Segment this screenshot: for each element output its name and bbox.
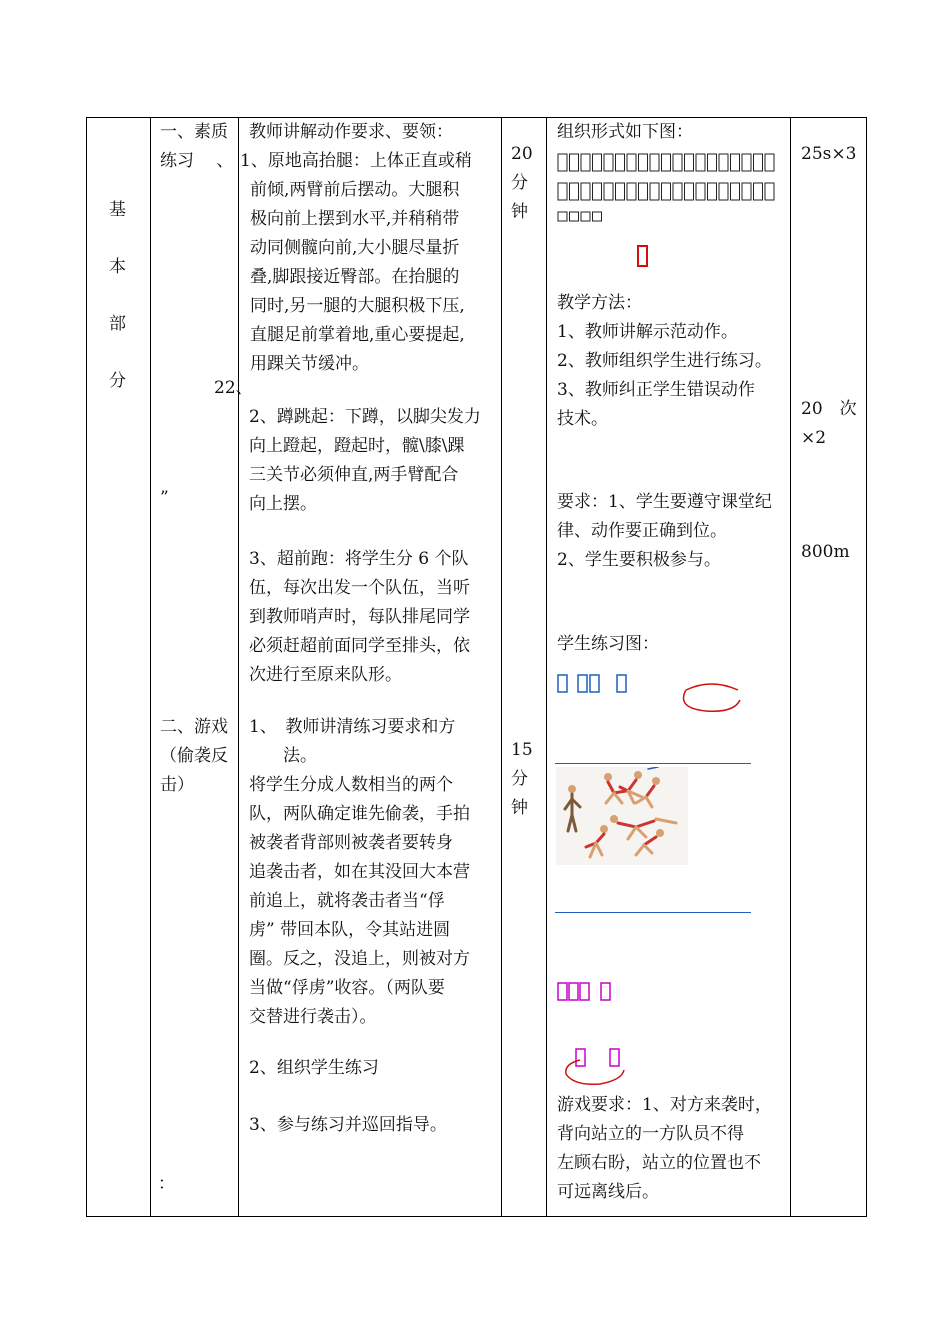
- placeholder-glyph: [558, 183, 567, 200]
- teaching-intro: 教师讲解动作要求、要领：: [249, 122, 453, 142]
- placeholder-glyph: [696, 183, 705, 200]
- game-requirements: [557, 1091, 789, 1207]
- org-placeholder-block: [557, 152, 777, 222]
- item1-title-line: 练习 、: [160, 151, 234, 171]
- teaching-line: 伍，每次出发一个队伍，当听: [249, 578, 470, 598]
- requirements: [557, 488, 789, 575]
- game-step-3: 3、参与练习并巡回指导。: [249, 1115, 447, 1135]
- placeholder-glyph: [650, 154, 659, 171]
- time-line: 钟: [511, 202, 528, 222]
- teaching-line: 向上摆。: [249, 494, 317, 514]
- magenta-marks-graphic: [557, 980, 617, 1004]
- practice-bottom-line: [555, 912, 751, 913]
- practice-top-line: [555, 763, 751, 764]
- time-line: 分: [511, 173, 528, 193]
- load-line: ×2: [801, 428, 827, 448]
- time-1: [511, 140, 545, 227]
- teaching-line: 前倾,两臂前后摆动。大腿积: [250, 180, 460, 200]
- time-line: 15: [511, 740, 533, 760]
- placeholder-glyph: [581, 183, 590, 200]
- teaching-line: 1、原地高抬腿：上体正直或稍: [240, 151, 472, 171]
- teaching-line: 三关节必须伸直,两手臂配合: [249, 465, 459, 485]
- time-line: 20: [511, 144, 533, 164]
- item1-title: [160, 118, 240, 176]
- placeholder-glyph: [616, 183, 625, 200]
- requirement-line: 2、学生要积极参与。: [557, 550, 721, 570]
- placeholder-glyph: [570, 154, 579, 171]
- load-line: 20 次: [801, 399, 857, 419]
- placeholder-glyph: [662, 183, 671, 200]
- placeholder-glyph: [685, 183, 694, 200]
- table-col-line-1: [86, 117, 87, 1217]
- teaching-line: 同时,另一腿的大腿积极下压,: [250, 296, 465, 316]
- placeholder-glyph: [558, 154, 567, 171]
- teaching-line: 用踝关节缓冲。: [250, 354, 369, 374]
- teaching-line: 2、蹲跳起：下蹲，以脚尖发力: [249, 407, 481, 427]
- teaching-line: 次进行至原来队形。: [249, 665, 402, 685]
- placeholder-glyph: [662, 154, 671, 171]
- placeholder-glyph: [765, 154, 774, 171]
- teaching-line: 3、超前跑：将学生分 6 个队: [249, 549, 469, 569]
- placeholder-glyph: [570, 183, 579, 200]
- red-circle-top: [676, 680, 748, 716]
- teaching-line: 虏” 带回本队，令其站进圆: [249, 920, 451, 940]
- placeholder-glyph: [708, 183, 717, 200]
- placeholder-glyph: [558, 212, 567, 221]
- placeholder-glyph: [593, 183, 602, 200]
- load-2: [801, 395, 865, 453]
- table-col-line-7: [866, 117, 867, 1217]
- game-step-2: 2、组织学生练习: [249, 1058, 379, 1078]
- placeholder-glyph: [593, 212, 602, 221]
- red-circle-bottom: [560, 1052, 632, 1088]
- game-req-line: 左顾右盼，站立的位置也不: [557, 1153, 761, 1173]
- teaching-line: 极向前上摆到水平,并稍稍带: [250, 209, 460, 229]
- method-list: [557, 318, 789, 434]
- placeholder-glyph: [742, 154, 751, 171]
- item2-title-line: （偷袭反: [160, 746, 228, 766]
- load-1: 25s×3: [801, 144, 857, 164]
- placeholder-glyph: [754, 183, 763, 200]
- teaching-line: 必须赶超前面同学至排头，依: [249, 636, 470, 656]
- placeholder-glyph: [696, 154, 705, 171]
- placeholder-glyph: [765, 183, 774, 200]
- requirement-line: 律、动作要正确到位。: [557, 521, 727, 541]
- teaching-line: 当做“俘虏”收容。（两队要: [249, 978, 445, 998]
- game-req-line: 游戏要求：1、对方来袭时，: [557, 1095, 772, 1115]
- teaching-line: 向上蹬起，蹬起时，髋\膝\踝: [249, 436, 465, 456]
- teaching-para-2: [249, 403, 501, 519]
- item1-title-line: 一、素质: [160, 122, 228, 142]
- table-col-line-2: [150, 117, 151, 1217]
- teaching-line: 叠,脚跟接近臀部。在抬腿的: [250, 267, 460, 287]
- placeholder-glyph: [673, 183, 682, 200]
- item2-title: [160, 713, 240, 800]
- placeholder-glyph: [719, 183, 728, 200]
- method-item: 1、教师讲解示范动作。: [557, 322, 738, 342]
- marker-22: 22、: [214, 378, 253, 398]
- time-line: 分: [511, 769, 528, 789]
- teaching-line: 法。: [249, 746, 317, 766]
- teaching-line: 前追上，就将袭击者当“俘: [249, 891, 445, 911]
- placeholder-glyph: [581, 154, 590, 171]
- placeholder-glyph: [604, 183, 613, 200]
- org-title: 组织形式如下图：: [557, 122, 693, 142]
- teaching-line: 交替进行袭击）。: [249, 1007, 377, 1027]
- placeholder-glyph: [754, 154, 763, 171]
- org-red-glyph: [637, 245, 648, 267]
- teaching-line: 队，两队确定谁先偷袭，手拍: [249, 804, 470, 824]
- section-char-2: 本: [109, 257, 126, 277]
- section-char-1: 基: [109, 200, 126, 220]
- placeholder-glyph: [708, 154, 717, 171]
- placeholder-glyph: [581, 212, 590, 221]
- table-col-line-5: [546, 117, 547, 1217]
- blue-marks-graphic: [557, 672, 637, 696]
- teaching-line: 被袭者背部则被袭者要转身: [249, 833, 453, 853]
- time-2: [511, 736, 545, 823]
- game-step-1: [249, 713, 501, 771]
- placeholder-glyph: [593, 154, 602, 171]
- blue-marks: [557, 672, 637, 696]
- table-bottom-border: [86, 1216, 867, 1217]
- method-item: 2、教师组织学生进行练习。: [557, 351, 772, 371]
- method-title: 教学方法：: [557, 293, 642, 313]
- teaching-para-3: [249, 545, 501, 690]
- placeholder-glyph: [742, 183, 751, 200]
- requirement-line: 要求：1、学生要遵守课堂纪: [557, 492, 772, 512]
- magenta-marks: [557, 980, 617, 1004]
- section-char-3: 部: [109, 314, 126, 334]
- game-description: [249, 771, 501, 1032]
- item2-title-line: 击）: [160, 775, 194, 795]
- placeholder-glyph: [627, 183, 636, 200]
- placeholder-glyph: [616, 154, 625, 171]
- item2-title-line: 二、游戏: [160, 717, 228, 737]
- placeholder-glyph: [650, 183, 659, 200]
- teaching-line: 追袭击者，如在其没回大本营: [249, 862, 470, 882]
- placeholder-glyph: [627, 154, 636, 171]
- placeholder-glyphs-graphic: [557, 152, 777, 222]
- placeholder-glyph: [731, 183, 740, 200]
- table-col-line-3: [238, 117, 239, 1217]
- game-req-line: 背向站立的一方队员不得: [557, 1124, 744, 1144]
- teaching-line: 1、 教师讲清练习要求和方: [249, 717, 456, 737]
- placeholder-glyph: [570, 212, 579, 221]
- method-item: 技术。: [557, 409, 608, 429]
- load-3: 800m: [801, 542, 850, 562]
- time-line: 钟: [511, 798, 528, 818]
- quote-mark: ”: [160, 488, 169, 508]
- colon-mark: ：: [158, 1174, 175, 1194]
- game-req-line: 可远离线后。: [557, 1182, 659, 1202]
- placeholder-glyph: [639, 154, 648, 171]
- teaching-line: 圈。反之，没追上，则被对方: [249, 949, 470, 969]
- practice-illustration: [556, 767, 688, 865]
- placeholder-glyph: [673, 154, 682, 171]
- teaching-line: 到教师哨声时，每队排尾同学: [249, 607, 470, 627]
- teaching-para-1: [240, 147, 502, 379]
- section-char-4: 分: [109, 371, 126, 391]
- teaching-line: 动同侧髋向前,大小腿尽量折: [250, 238, 460, 258]
- table-col-line-6: [790, 117, 791, 1217]
- placeholder-glyph: [639, 183, 648, 200]
- placeholder-glyph: [685, 154, 694, 171]
- practice-title: 学生练习图：: [557, 634, 659, 654]
- teaching-line: 将学生分成人数相当的两个: [249, 775, 453, 795]
- placeholder-glyph: [731, 154, 740, 171]
- placeholder-glyph: [604, 154, 613, 171]
- placeholder-glyph: [719, 154, 728, 171]
- method-item: 3、教师纠正学生错误动作: [557, 380, 755, 400]
- teaching-line: 直腿足前掌着地,重心要提起,: [250, 325, 465, 345]
